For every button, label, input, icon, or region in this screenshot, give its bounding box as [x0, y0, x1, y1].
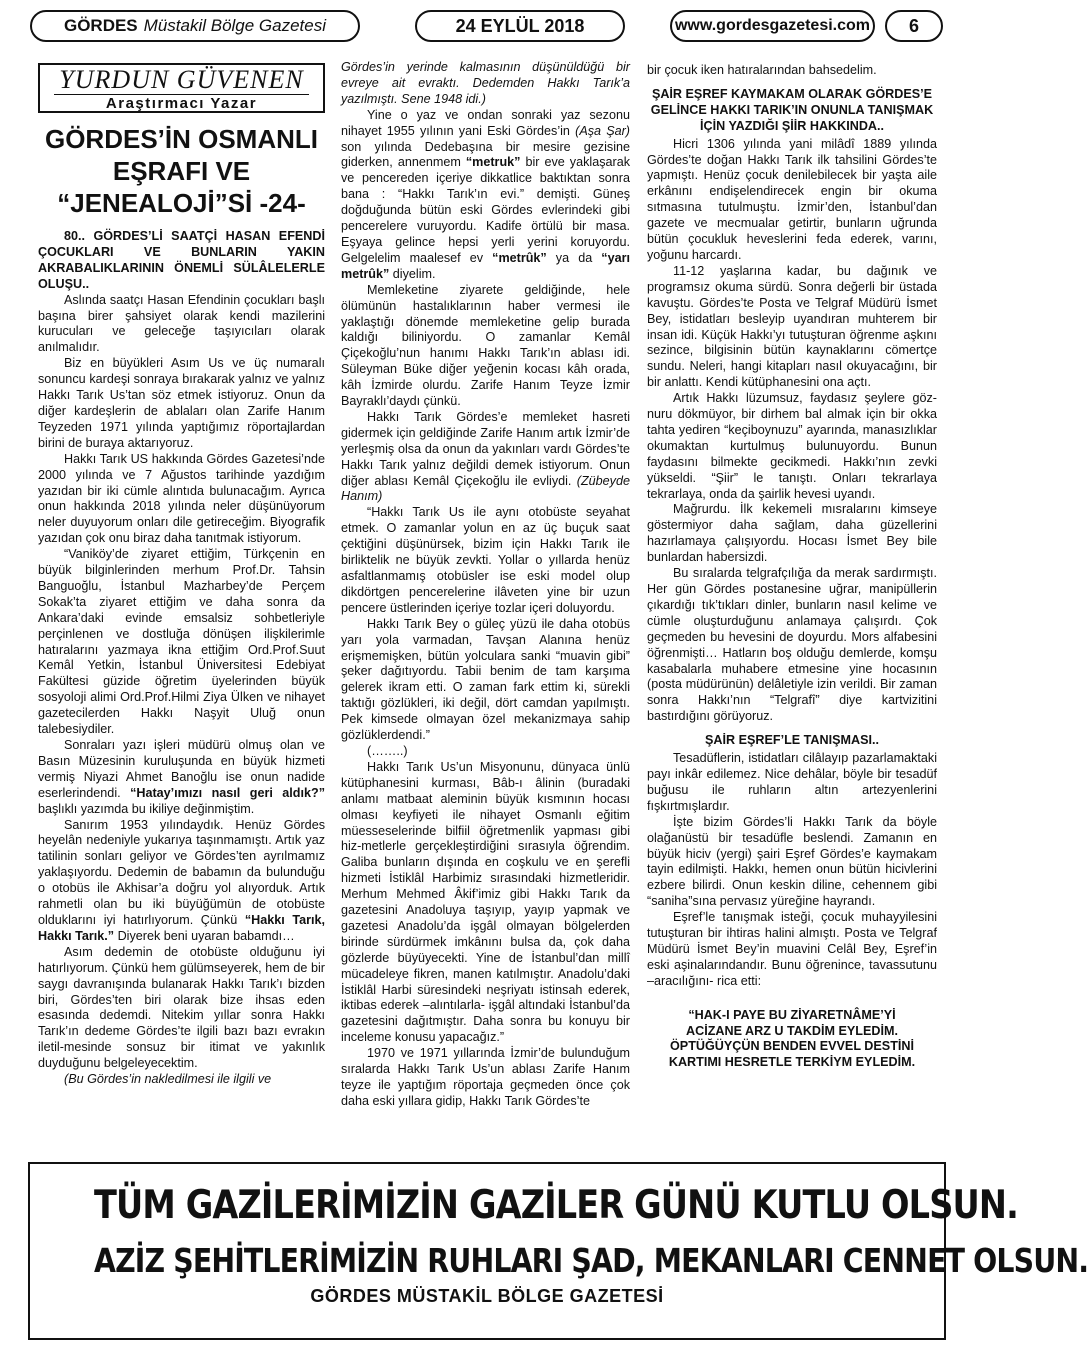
text-run: ya da	[546, 250, 602, 265]
paragraph: (……..)	[367, 743, 408, 758]
paragraph: İşte bizim Gördes’li Hakkı Tarık da böyle olağanüstü bir tesadüfle beslendi. Zamanın en büyük hiciv (yergi) şairi Eşref Gördes’e kaymakam tayin edilmişti. Hakkı, hemen onun bütün hicivlerini ezbere bilirdi. Onun keskin diline, cehennem gibi “saniha”sına pervasız yüreğine hayrandı.	[647, 814, 937, 909]
paragraph: 1970 ve 1971 yıllarında İzmir’de bulunduğum sıralarda Hakkı Tarık Us’un ablası Zarife Hanım teyze ile yaptığım röportaja geçmeden önce çok daha eski yıllara gidip, Hakkı Tarık Gördes’te	[341, 1046, 630, 1108]
banner-line-1: TÜM GAZİLERİMİZİN GAZİLER GÜNÜ KUTLU OLSUN.	[93, 1183, 1018, 1228]
publication-name	[30, 10, 360, 42]
page-header	[30, 10, 945, 44]
issue-date: 24 EYLÜL 2018	[415, 10, 625, 42]
paragraph	[38, 738, 325, 818]
text-run: Yine o yaz ve ondan sonraki yaz sezonu nihayet 1955 yılının yani Eski Gördes’in	[341, 107, 630, 138]
author-role: Araştırmacı Yazar	[54, 94, 309, 112]
paragraph: 11-12 yaşlarına kadar, bu dağınık ve programsız okuma sürdü. Sonra değerli bir üstada kavuştu. Gördes’te Posta ve Telgraf Müdürü İsmet Bey, istidatları besleyip uyandıran muhterem bir insan idi. Küçük Hakkı’yı tutuşturan öğrenme aşkını sezince, bilgisinin bütün kaynaklarını cömertçe sundu. Neleri, hangi kitapları nasıl okuyacağını, bir bir anlattı. Kendi kütüphanesini ona açtı.	[647, 263, 937, 390]
text-run: son yılında Dedebaşına bir mesire gezisine giderken, annenmem	[341, 139, 630, 170]
paragraph: Hicri 1306 yılında yani milâdî 1889 yılında Gördes’te doğan Hakkı Tarık ilk tahsilini Gördes’te yapmıştı. Henüz çocuk denilebilecek bir yaşta aile erkânını endişelendirecek engin bir okuma sıtmasına tutulmuştu. İzmir’den, İstanbul’dan gazete ve mecmualar getirtir, bunların uğrunda bütün çocukluk heveslerini feda ederek, varını, yoğunu harcardı.	[647, 136, 937, 262]
paragraph: Artık Hakkı lüzumsuz, faydasız şeylere göz-nuru dökmüyor, bir dirhem bal almak için bir okka tahta yediren “keçiboynuzu” ayarında, manasızlıklar okumaktan kurtulmuş bulunuyordu. Bunun faydasını bilmekte gecikmedi. Hakkı’nın zevki yükseldi. “Şiir” le tanıştı. Onları tekrarlaya tekrarlaya, onda da şairlik hevesi uyandı.	[647, 391, 937, 501]
paragraph: Eşref’le tanışmak isteği, çocuk muhayyilesini tutuşturan bir ihtiras halini almıştı. Posta ve Telgraf Müdürü İsmet Bey’in muavini Celâl Bey, Eşref’in eski aşinalarındandır. Bunu öğrenince, tavassutunu –aracılığını- rica etti:	[647, 910, 937, 988]
page-number: 6	[885, 10, 943, 42]
publication-name-italic: Müstakil Bölge Gazetesi	[143, 16, 327, 35]
section-heading: ŞAİR EŞREF’LE TANIŞMASI..	[705, 733, 879, 748]
quoted-word: “metruk”	[465, 155, 521, 170]
section-heading: ŞAİR EŞREF KAYMAKAM OLARAK GÖRDES’E GELİNCE HAKKI TARIK’IN ONUNLA TANIŞMAK İÇİN YAZDIĞI ŞİİR HAKKINDA..	[650, 86, 934, 133]
poem-line: “HAK-I PAYE BU ZİYARETNÂME’Yİ	[688, 1007, 896, 1022]
veterans-day-banner	[28, 1162, 1088, 1340]
paragraph: Hakkı Tarık Us’un Misyonunu, dünyaca ünlü kütüphanesini kurması, Bâb-ı âlinin (buradaki anlamı matbaat aleminin büyük kısmının hocası olması keyfiyeti ile nihayet Osmanlı eğitim müesseselerinde bilfiil öğretmenlik yapması gibi hiz-metlerle gerçekleştirdiğini sırasıyla öğrendim. Galiba bunların dışında en coşkulu ve en şerefli hizmeti İstiklâl Harbimiz sırasındaki hizmetleridir. Merhum Mehmed Âkif’imiz gibi Hakkı Tarık da gazetesini Anadoluya taşıyıp, yayıp yapmak ve gazetesi Anadolu’da işgâl olmayan bölgelerden birinde sürdürmek imkânını bulsa da, çok daha gözlerde büyüyecekti. Yine de İstanbul’dan millî mücadeleye fikren, manen katılmıştır. Anadolu’daki İstiklâl Harbi süresindeki neşriyatı istinsah ederek, iktibas ederek –alıntılarla- işgâl altındaki İstanbul’da gazetesini dağıtmıştır. Daha sonra bu konuyu bir inceleme konusu yapacağız.”	[341, 759, 630, 1045]
paragraph: bir çocuk iken hatıralarından bahsedelim.	[647, 63, 877, 77]
paragraph	[341, 108, 630, 283]
author-byline	[38, 63, 325, 113]
banner-line-2: AZİZ ŞEHİTLERİMİZİN RUHLARI ŞAD, MEKANLARI CENNET OLSUN.	[93, 1241, 1088, 1280]
paragraph: Hakkı Tarık US hakkında Gördes Gazetesi’nde 2000 yılında ve 7 Ağustos tarihinde yazdığım yazıdan bir iki cümle alıntıda bulunacağım. Ayrıca onun hakkında 2018 yılında neler düşünüyorum neler duyuyorum onları dile getireceğim. Biyografik yazıdan çok onu biraz daha tanıtmak istiyorum.	[38, 451, 325, 546]
paragraph: Biz en büyükleri Asım Us ve üç numaralı sonuncu kardeşi sonraya bırakarak yalnız ve yalnız Hakkı Tarık Us’tan söz etmek istiyoruz. Onun da diğer kardeşlerin de ablaları olan Zarife Hanım Teyzeden 1971 yılında yaptığımız röportajlardan birini de buraya aktarıyoruz.	[38, 356, 325, 450]
text-run: Sanırım 1953 yılındaydık. Henüz Gördes heyelân nedeniyle yukarıya taşınmamıştı. Artık yaz tatilinin sonları geliyor ve Gördes’ten ayrılmamız yaklaşıyordu. Dedemin de babamın da bulunduğu o otobüs ile Akhisar’a doğru yol alıyorduk. Artık rahmetli olan bu iki büyüğümün de otobüste olduklarını iyi hatırlıyorum. Çünkü	[38, 817, 325, 927]
text-run: bir eve yaklaşarak ve pencereden içeriye dikkatlice baktıktan sonra bana : “Hakkı Tarık’ın evi.” demişti. Güneş doğduğunda bütün eski Gördes evlerindeki gibi pencerelere vuruyordu. Kadife örtülü bir masa. Eşyaya gelince hepsi yerli yerini koruyordu. Gelgelelim maalesef ev	[341, 155, 631, 265]
author-name: YURDUN GÜVENEN	[59, 65, 304, 94]
article-column-3	[647, 63, 937, 1071]
paragraph: Gördes’in yerinde kalmasının düşünüldüğü bir evreye ait evraktı. Dedemden Hakkı Tarık’a yazılmıştı. Sene 1948 idi.)	[341, 60, 630, 106]
text-run: Sonraları yazı işleri müdürü olmuş olan ve Basın Müzesinin kuruluşunda en büyük hizmeti vermiş Niyazi Ahmet Banoğlu ise onun nadide eserlerindendi.	[38, 738, 325, 800]
poem-line: ÖPTÜĞÜYÇÜN BENDEN EVVEL DESTİNİ	[670, 1039, 914, 1054]
poem-line: KARTIMI HESRETLE TERKİYM EYLEDİM.	[668, 1055, 916, 1070]
article-subhead: 80.. GÖRDES’Lİ SAATÇİ HASAN EFENDİ ÇOCUKLARI VE BUNLARIN YAKIN AKRABALIKLARININ ÖNEMLİ SÜLÂLELERLE OLUŞU..	[38, 229, 325, 291]
text-run: Hakkı Tarık Gördes’e memleket hasreti gidermek için geldiğinde Zarife Hanım artık İzmir’de yerleşmiş olsa da onun da yakınları vardı Gördes’te Hakkı Tarık yalnız değildi demek istiyorum. Onun diğer ablası Kemâl Çiçekoğlu ile evliydi.	[341, 409, 630, 488]
paragraph	[38, 818, 325, 945]
text-run: Diyerek beni uyaran babamdı…	[114, 928, 295, 943]
paragraph	[341, 410, 630, 505]
paragraph: Tesadüflerin, istidatları cilâlayıp pazarlamaktaki payı inkâr edilemez. Nice dehâlar, böyle bir tesadüf buğusu ile ruhların altın artezyenlerini fışkırtmışlardır.	[647, 751, 937, 813]
banner-signature: GÖRDES MÜSTAKİL BÖLGE GAZETESİ	[310, 1286, 664, 1306]
paragraph: “Vaniköy’de ziyaret ettiğim, Türkçenin en büyük bilginlerinden merhum Prof.Dr. Tahsin Banguoğlu, İstanbul Mazharbey’de Perçem Sokak’ta ziyaret ettiğim ve daha sonra da Ankara’daki evinde emsalsiz sohbetleriyle perçinlenen ve dostluğa dönüşen ilişkilerimle hatıralarını yazmaya ikna ettiğim Ord.Prof.Suut Kemâl Yetkin, İstanbul Üniversitesi Edebiyat Fakültesi güzide öğretim üyelerinden büyük sosyoloji alimi Ord.Prof.Hilmi Ziya Ülken ve nihayet gazetecilerden Hakkı Naşyit Uluğ onun talebesiydiler.	[38, 547, 325, 737]
paragraph: Hakkı Tarık Bey o güleç yüzü ile daha otobüs yarı yola varmadan, Tavşan Alanına henüz erişmemişken, bütün yolculara sanki “muavin gibi” şeker dağıtıyordu. Tabii benim de tam karşıma gelerek ikram etti. O zaman fark ettim ki, sürekli taktığı gözlükleri, iki değil, dört camdan yapılmıştı. Pek kimsede olmayan özel mekanizmaya sahip gözlüklerdendi.”	[341, 616, 630, 743]
quoted-word: “yarı metrûk”	[341, 250, 630, 281]
website-link[interactable]: www.gordesgazetesi.com	[670, 10, 875, 42]
article-column-1	[38, 63, 325, 1088]
text-run: başlıklı yazımda bu ikiliye değinmiştim.	[38, 801, 255, 816]
quoted-word: “metrûk”	[492, 250, 547, 265]
publication-name-bold: GÖRDES	[63, 16, 138, 35]
paragraph: Asım dedemin de otobüste olduğunu iyi hatırlıyorum. Çünkü hem gülümseyerek, hem de bir saygı davranışında bulanarak Hakkı Tarık’ı bizden biri, Gördes’ten biri olarak bize ihsas eden esasında dedemdi. Nitekim yıllar sonra Hakkı Tarık’ın dedeme Gördes’te ilgili bazı bazı evrakın iletil-mesinde sonsuz bir itimat ve yakınlık duyduğunu belgeleyecektim.	[38, 944, 325, 1071]
poem-quote	[647, 1008, 937, 1072]
paragraph: Bu sıralarda telgrafçılığa da merak sardırmıştı. Her gün Gördes postanesine uğrar, manipüllerin çıkardığı tık’tıkları dinler, bunların nasıl kelime ve cümle oluşturduğunu anlamaya çalışırdı. Çok geçmeden bu hevesini de doyurdu. Mors alfabesini öğrenmişti… Hatların boş olduğu demlerde, komşu kasabalarla muhabere etmesine yine hocasının (posta müdürünün) delâletiyle izin verildi. Bir zaman sonra Hakkı’nın “Telgrafî” diye kartvizitini bastırdığını görüyoruz.	[647, 566, 937, 724]
paragraph: (Bu Gördes’in nakledilmesi ile ilgili ve	[64, 1072, 272, 1087]
text-run: (Aşa Şar)	[575, 123, 630, 138]
paragraph: Mağrurdu. İlk kekemeli mısralarını kimseye göstermiyor daha sağlam, daha güzellerini hazırlamaya çalışıyordu. Hocası İsmet Bey bile bunlardan habersizdi.	[647, 502, 937, 565]
paragraph: Aslında saatçı Hasan Efendinin çocukları başlı başına birer şahsiyet olarak kendi mazilerini kurucuları ve geleceğe taşıyıcıları olarak anılmalıdır.	[38, 292, 325, 355]
text-run: diyelim.	[389, 266, 436, 281]
poem-line: ACİZANE ARZ U TAKDİM EYLEDİM.	[686, 1023, 898, 1038]
quoted-title: “Hatay’ımızı nasıl geri aldık?”	[130, 785, 325, 800]
paragraph: “Hakkı Tarık Us ile aynı otobüste seyahat etmek. O zamanlar yolun en az üç buçuk saat çektiğini düşünürsek, bizim için Hakkı Tarık ile birliktelik ne büyük zevkti. Yollar o yıllarda henüz asfaltlanmamış otobüsler ise eski model olup dikdörtgen pencerelerine ilâveten yine bir uzun pencere üstlerinden içeriye tozlar içeri doluyordu.	[341, 505, 630, 615]
article-headline: GÖRDES’İN OSMANLI EŞRAFI VE “JENEALOJİ”Sİ -24-	[44, 124, 318, 218]
quoted-speech: “Hakkı Tarık, Hakkı Tarık.”	[38, 912, 325, 943]
text-run: (Zübeyde Hanım)	[341, 473, 630, 504]
paragraph: Memleketine ziyarete geldiğinde, hele ölümünün hastalıklarının haber vermesi ile yaklaştığı dönemde memleketine gelip burada kaldığı biliniyordu. O zamanlar Kemâl Çiçekoğlu’nun hanımı Hakkı Tarık’ın ablası idi. Süleyman Büke diğer yeğenin kocası kâh orada, kâh İzmirde olurdu. Zarife Hanım Teyze İzmir Bayraklı’daydı çünkü.	[341, 282, 630, 409]
article-column-2	[341, 60, 630, 1110]
